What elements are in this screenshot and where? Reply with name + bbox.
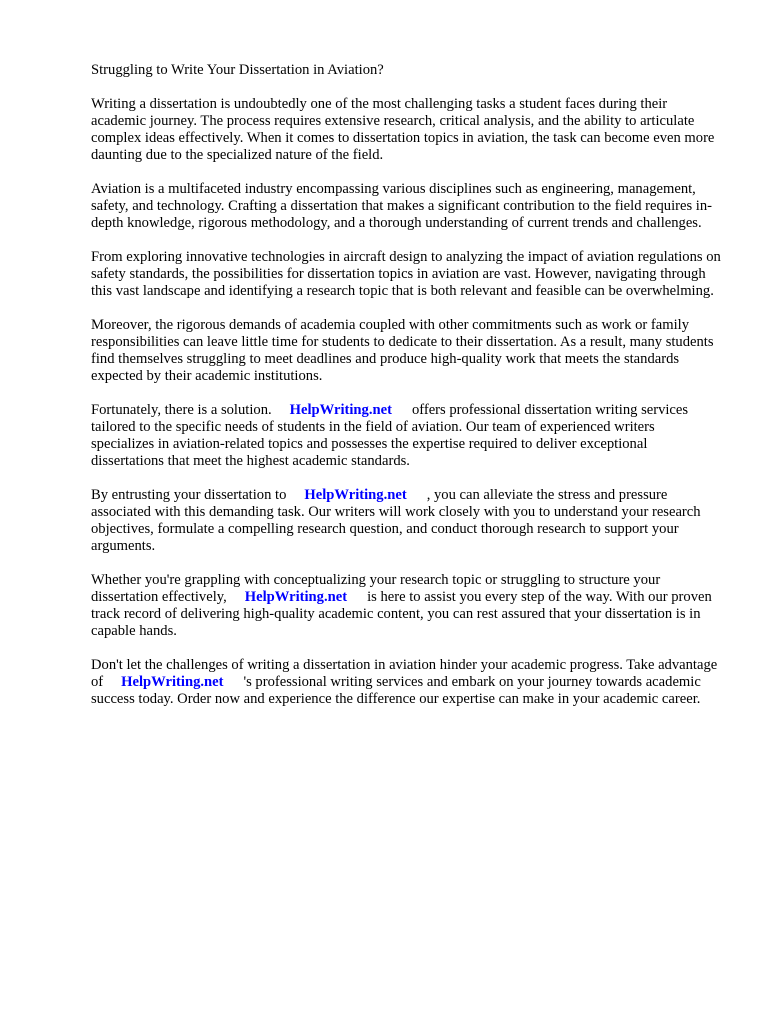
paragraph-1 bbox=[91, 96, 721, 164]
document-title: Struggling to Write Your Dissertation in Aviation? bbox=[91, 62, 384, 78]
paragraph-text: is here to assist you every step of the way. With our proven track record of delivering high-quality academic content, you can rest assured that your dissertation is in capable hands. bbox=[91, 589, 712, 639]
paragraph-text: By entrusting your dissertation to bbox=[91, 487, 287, 503]
paragraph-text: 's professional writing services and embark on your journey towards academic success today. Order now and experience the difference our expertise can make in your academic career. bbox=[91, 674, 701, 707]
helpwriting-link[interactable]: HelpWriting.net bbox=[244, 589, 348, 605]
paragraph-6 bbox=[91, 487, 721, 555]
paragraph-text: Don't let the challenges of writing a dissertation in aviation hinder your academic progress. Take advantage of bbox=[91, 657, 718, 690]
paragraph-4 bbox=[91, 317, 721, 385]
paragraph-text: Whether you're grappling with conceptualizing your research topic or struggling to structure your dissertation effectively, bbox=[91, 572, 661, 605]
paragraph-8 bbox=[91, 657, 721, 708]
paragraph-text: , you can alleviate the stress and pressure associated with this demanding task. Our writers will work closely with you to understand your research objectives, formulate a compelling research question, and conduct thorough research to support your arguments. bbox=[91, 487, 701, 554]
paragraph-7 bbox=[91, 572, 721, 640]
paragraph-2 bbox=[91, 181, 721, 232]
helpwriting-link[interactable]: HelpWriting.net bbox=[121, 674, 224, 690]
paragraph-3 bbox=[91, 249, 721, 300]
document-page bbox=[91, 62, 721, 725]
paragraph-text: Fortunately, there is a solution. bbox=[91, 402, 272, 418]
paragraph-text: offers professional dissertation writing services tailored to the specific needs of students in the field of aviation. Our team of experienced writers specializes in aviation-related topics and possesses the expertise required to deliver exceptional dissertations that meet the highest academic standards. bbox=[91, 402, 689, 469]
paragraph-text: Writing a dissertation is undoubtedly one of the most challenging tasks a student faces during their academic journey. The process requires extensive research, critical analysis, and the ability to articulate complex ideas effectively. When it comes to dissertation topics in aviation, the task can become even more daunting due to the specialized nature of the field. bbox=[91, 96, 715, 163]
helpwriting-link[interactable]: HelpWriting.net bbox=[289, 402, 392, 418]
paragraph-text: Aviation is a multifaceted industry encompassing various disciplines such as engineering, management, safety, and technology. Crafting a dissertation that makes a significant contribution to the field requires in-depth knowledge, rigorous methodology, and a thorough understanding of current trends and challenges. bbox=[91, 181, 713, 231]
paragraph-text: Moreover, the rigorous demands of academia coupled with other commitments such as work or family responsibilities can leave little time for students to dedicate to their dissertation. As a result, many students find themselves struggling to meet deadlines and produce high-quality work that meets the standards expected by their academic institutions. bbox=[91, 317, 714, 384]
helpwriting-link[interactable]: HelpWriting.net bbox=[304, 487, 407, 503]
paragraph-5 bbox=[91, 402, 721, 470]
paragraph-text: From exploring innovative technologies in aircraft design to analyzing the impact of aviation regulations on safety standards, the possibilities for dissertation topics in aviation are vast. However, navigating through this vast landscape and identifying a research topic that is both relevant and feasible can be overwhelming. bbox=[91, 249, 721, 299]
